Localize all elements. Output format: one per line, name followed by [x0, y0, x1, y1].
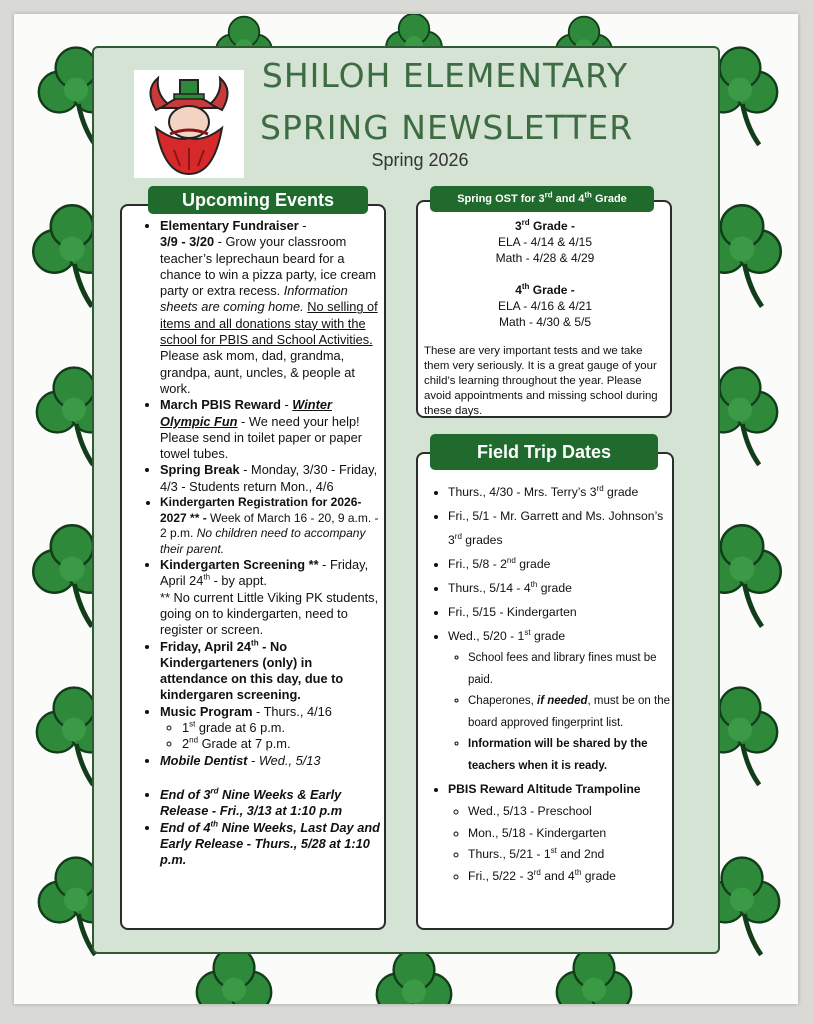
upcoming-events-heading: Upcoming Events: [148, 186, 368, 214]
list-item: ◦ School fees and library fines must be paid.: [468, 648, 670, 691]
newsletter-title-line1: SHILOH ELEMENTARY: [261, 56, 629, 95]
list-item: ◦ Chaperones, if needed, must be on the board approved fingerprint list.: [468, 691, 670, 734]
list-item: ◦ Information will be shared by the teachers when it is ready.: [468, 734, 670, 777]
ost-grade3-ela: ELA - 4/14 & 4/15: [497, 235, 593, 249]
list-item: • Elementary Fundraiser - 3/9 - 3/20 - Grow your classroom teacher’s leprechaun beard for a chance to win a pizza party, ice cream party or extra recess. Information sheets are coming home. No selling of items and all donations stay with the school for PBIS and School Activities. Please ask mom, dad, grandma, grandpa, aunt, uncles, & people at work.: [160, 218, 382, 397]
ost-schedule: 3rd Grade - ELA - 4/14 & 4/15 Math - 4/28 & 4/29 4th Grade - ELA - 4/16 & 4/21 Math - 4/30 & 5/5 These are very important tests and we take them very seriously. It is a great gauge of your child’s learning throughout the year. Please avoid appointments and missing school during these days.: [424, 218, 666, 419]
list-item: • March PBIS Reward - Winter Olympic Fun - We need your help! Please send in toilet paper or paper towel tubes.: [160, 397, 382, 462]
list-item: • Fri., 5/8 - 2nd grade: [448, 552, 670, 576]
newsletter-subtitle: Spring 2026: [371, 150, 469, 170]
list-item: ◦ Thurs., 5/21 - 1st and 2nd: [468, 844, 670, 866]
shamrock-icon: [197, 948, 271, 1004]
list-item: • Fri., 5/15 - Kindergarten: [448, 600, 670, 624]
ost-grade4-ela: ELA - 4/16 & 4/21: [497, 299, 593, 313]
list-item: • Kindergarten Registration for 2026-2027 ** - Week of March 16 - 20, 9 a.m. - 2 p.m. No children need to accompany their parent.: [160, 495, 382, 557]
ost-heading: Spring OST for 3rd and 4th Grade: [430, 186, 654, 212]
ost-grade3-math: Math - 4/28 & 4/29: [495, 251, 595, 265]
list-item: • Friday, April 24th - No Kindergarteners (only) in attendance on this day, due to kindergaren screening.: [160, 639, 382, 704]
list-item: • Kindergarten Screening ** - Friday, April 24th - by appt. ** No current Little Viking PK students, going on to kindergarten, need to register or screen.: [160, 557, 382, 638]
list-item: • Wed., 5/20 - 1st grade ◦ School fees and library fines must be paid. ◦ Chaperones, if needed, must be on the board approved fingerprint list. ◦ Information will be shared by the teachers when it is ready.: [448, 624, 670, 777]
shamrock-icon: [377, 950, 451, 1004]
shamrock-icon: [557, 948, 631, 1004]
field-trips-list: [432, 480, 670, 887]
ost-grade4-math: Math - 4/30 & 5/5: [498, 315, 592, 329]
ost-note: These are very important tests and we take them very seriously. It is a great gauge of your child’s learning throughout the year. Please avoid appointments and missing school during these days.: [424, 345, 658, 417]
list-item: • Mobile Dentist - Wed., 5/13: [160, 753, 382, 769]
list-item: • Music Program - Thurs., 4/16 ◦ 1st grade at 6 p.m. ◦ 2nd Grade at 7 p.m.: [160, 704, 382, 753]
newsletter-title-line2: SPRING NEWSLETTER: [260, 108, 634, 147]
field-trips-heading: Field Trip Dates: [430, 434, 658, 470]
list-item: ◦ Wed., 5/13 - Preschool: [468, 801, 670, 823]
list-item: • Thurs., 5/14 - 4th grade: [448, 576, 670, 600]
upcoming-events-list: [136, 218, 382, 868]
list-item: • Spring Break - Monday, 3/30 - Friday, 4/3 - Students return Mon., 4/6: [160, 462, 382, 495]
list-item: • Thurs., 4/30 - Mrs. Terry’s 3rd grade: [448, 480, 670, 504]
list-item: ◦ 1st grade at 6 p.m.: [182, 720, 382, 736]
viking-mascot-logo: [134, 70, 244, 178]
list-item: ◦ Mon., 5/18 - Kindergarten: [468, 823, 670, 845]
list-item: • PBIS Reward Altitude Trampoline ◦ Wed., 5/13 - Preschool ◦ Mon., 5/18 - Kindergarten ◦ Thurs., 5/21 - 1st and 2nd ◦ Fri., 5/22 - 3rd and 4th grade: [448, 777, 670, 887]
list-item: • End of 4th Nine Weeks, Last Day and Early Release - Thurs., 5/28 at 1:10 p.m.: [160, 820, 382, 869]
list-item: • Fri., 5/1 - Mr. Garrett and Ms. Johnson’s 3rd grades: [448, 504, 670, 552]
list-item: ◦ 2nd Grade at 7 p.m.: [182, 736, 382, 752]
list-item: • End of 3rd Nine Weeks & Early Release - Fri., 3/13 at 1:10 p.m: [160, 787, 382, 820]
list-item: ◦ Fri., 5/22 - 3rd and 4th grade: [468, 866, 670, 888]
